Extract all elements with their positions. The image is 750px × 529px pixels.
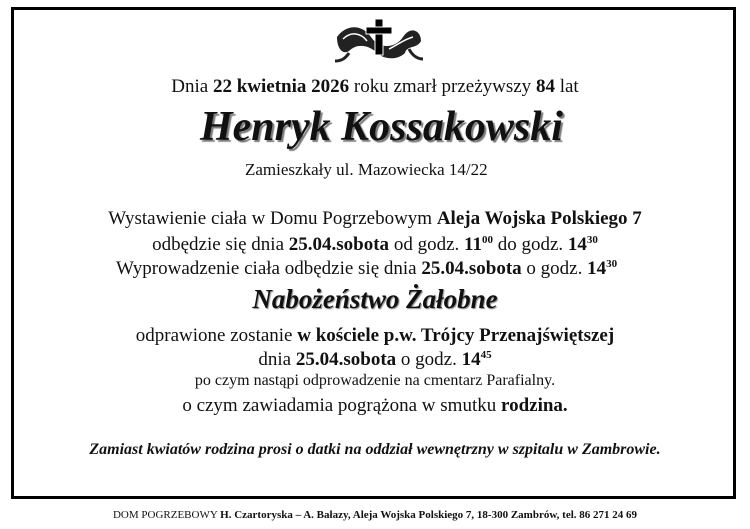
viewing-prefix: Wystawienie ciała w Domu Pogrzebowym	[108, 208, 437, 229]
family-notice	[0, 395, 750, 417]
viewing-to-label: do godz.	[492, 234, 568, 255]
age: 84	[535, 76, 555, 97]
death-middle: roku zmarł przeżywszy	[349, 76, 536, 97]
service-prefix: odprawione zostanie	[135, 325, 298, 346]
procession-hour: 14	[587, 258, 607, 279]
service-date-prefix: dnia	[258, 349, 296, 370]
service-place: w kościele p.w. Trójcy Przenajświętszej	[297, 325, 615, 346]
death-announcement	[0, 76, 750, 98]
service-min: 45	[480, 349, 492, 361]
procession-min: 30	[606, 258, 618, 270]
cemetery-line: po czym nastąpi odprowadzenie na cmentarz Parafialny.	[194, 372, 556, 389]
family-notice-prefix: o czym zawiadamia pogrążona w smutku	[182, 395, 501, 416]
service-date: 25.04.sobota	[295, 349, 397, 370]
viewing-place: Aleja Wojska Polskiego 7	[436, 208, 642, 229]
viewing-line-1	[0, 208, 750, 230]
viewing-to-hour: 14	[567, 234, 587, 255]
service-line-2	[0, 349, 750, 371]
death-prefix: Dnia	[171, 76, 213, 97]
procession-line	[116, 258, 617, 280]
footer	[0, 509, 750, 521]
death-date: 22 kwietnia 2026	[212, 76, 350, 97]
viewing-date: 25.04.sobota	[288, 234, 390, 255]
deceased-name: Henryk Kossakowski	[200, 104, 563, 150]
footer-prefix: DOM POGRZEBOWY	[112, 509, 221, 521]
viewing-from-min: 00	[481, 234, 493, 246]
address: Zamieszkały ul. Mazowiecka 14/22	[245, 160, 488, 179]
viewing-line-2	[0, 234, 750, 256]
service-line-1	[0, 325, 750, 347]
service-time-label: o godz.	[396, 349, 462, 370]
service-hour: 14	[461, 349, 481, 370]
procession-date: 25.04.sobota	[421, 258, 522, 279]
viewing-date-prefix: odbędzie się dnia	[152, 234, 289, 255]
viewing-to-min: 30	[586, 234, 598, 246]
family-notice-who: rodzina.	[500, 395, 568, 416]
footer-text: H. Czartoryska – A. Bałazy, Aleja Wojska Polskiego 7, 18-300 Zambrów, tel. 86 271 24 69	[220, 509, 638, 521]
service-title: Nabożeństwo Żałobne	[252, 284, 498, 314]
cross-ribbon-icon	[333, 15, 425, 69]
procession-time-label: o godz.	[521, 258, 588, 279]
procession-prefix: Wyprowadzenie ciała odbędzie się dnia	[116, 258, 422, 279]
viewing-from-label: od godz.	[389, 234, 464, 255]
flowers-note: Zamiast kwiatów rodzina prosi o datki na oddział wewnętrzny w szpitalu w Zambrowie.	[89, 441, 661, 458]
death-suffix: lat	[554, 76, 579, 97]
viewing-from-hour: 11	[464, 234, 482, 255]
